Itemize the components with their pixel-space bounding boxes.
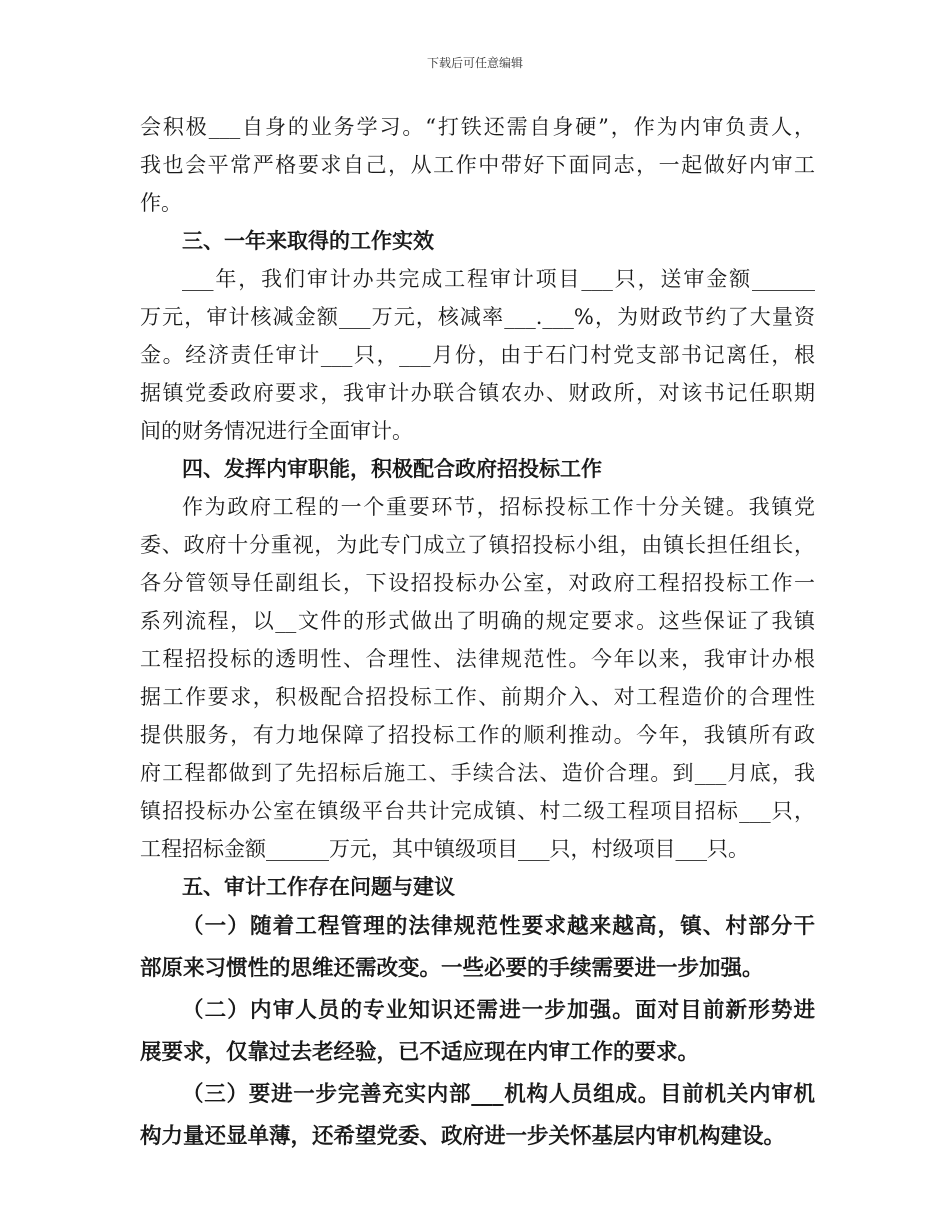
paragraph-line: 据镇党委政府要求，我审计办联合镇农办、财政所，对该书记任职期: [140, 381, 815, 405]
paragraph-line: 据工作要求，积极配合招投标工作、前期介入、对工程造价的合理性: [140, 685, 815, 709]
paragraph-line: ___年，我们审计办共完成工程审计项目___只，送审金额______: [182, 267, 815, 291]
paragraph-line: 各分管领导任副组长，下设招投标办公室，对政府工程招投标工作一: [140, 571, 815, 595]
page-header: 下载后可任意编辑: [426, 56, 523, 70]
paragraph-line: 委、政府十分重视，为此专门成立了镇招投标小组，由镇长担任组长，: [140, 533, 815, 557]
paragraph-line: 我也会平常严格要求自己，从工作中带好下面同志，一起做好内审工: [140, 153, 815, 177]
section-heading-3: 三、一年来取得的工作实效: [182, 228, 434, 253]
paragraph-line: 提供服务，有力地保障了招投标工作的顺利推动。今年，我镇所有政: [140, 723, 815, 747]
paragraph-line: 间的财务情况进行全面审计。: [140, 419, 413, 443]
paragraph-line: 工程招投标的透明性、合理性、法律规范性。今年以来，我审计办根: [140, 647, 815, 671]
paragraph-line: 万元，审计核减金额___万元，核减率___.___%，为财政节约了大量资: [140, 305, 815, 329]
paragraph-line: 镇招投标办公室在镇级平台共计完成镇、村二级工程项目招标___只，: [140, 799, 815, 823]
paragraph-line: 作为政府工程的一个重要环节，招标投标工作十分关键。我镇党: [182, 495, 815, 519]
paragraph-line: 府工程都做到了先招标后施工、手续合法、造价合理。到___月底，我: [140, 761, 815, 785]
paragraph-line: 金。经济责任审计___只，___月份，由于石门村党支部书记离任，根: [140, 343, 815, 367]
paragraph-line: （一）随着工程管理的法律规范性要求越来越高，镇、村部分干: [182, 914, 815, 939]
paragraph-line: 作。: [140, 191, 182, 215]
paragraph-line: 系列流程，以__文件的形式做出了明确的规定要求。这些保证了我镇: [140, 609, 815, 633]
section-heading-5: 五、审计工作存在问题与建议: [182, 874, 455, 899]
section-heading-4: 四、发挥内审职能，积极配合政府招投标工作: [182, 456, 602, 481]
paragraph-line: 展要求，仅靠过去老经验，已不适应现在内审工作的要求。: [140, 1040, 700, 1065]
paragraph-line: 工程招标金额______万元，其中镇级项目___只，村级项目___只。: [140, 837, 749, 861]
paragraph-line: （二）内审人员的专业知识还需进一步加强。面对目前新形势进: [182, 998, 815, 1023]
paragraph-line: 部原来习惯性的思维还需改变。一些必要的手续需要进一步加强。: [140, 956, 764, 981]
document-body: [140, 108, 815, 1158]
paragraph-line: 构力量还显单薄，还希望党委、政府进一步关怀基层内审机构建设。: [140, 1124, 786, 1149]
paragraph-line: （三）要进一步完善充实内部___机构人员组成。目前机关内审机: [182, 1082, 815, 1107]
paragraph-line: 会积极___自身的业务学习。“打铁还需自身硬”，作为内审负责人，: [140, 115, 815, 139]
